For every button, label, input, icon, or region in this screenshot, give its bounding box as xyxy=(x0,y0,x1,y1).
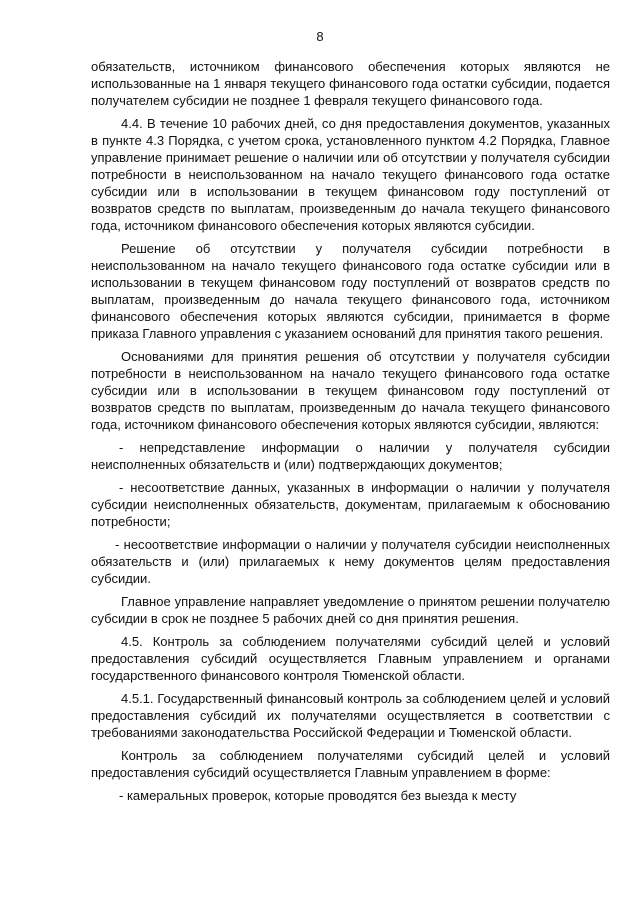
paragraph-4-4: 4.4. В течение 10 рабочих дней, со дня предоставления документов, указанных в пункте 4.3 Порядка, с учетом срока, установленного пунктом 4.2 Порядка, Главное управление принимает решение о наличии или об отсутствии у получателя субсидии потребности в неиспользованном на начало текущего финансового года остатке субсидии или в использовании в текущем финансовом году поступлений от возвратов средств по выплатам, произведенным до начала текущего финансового года, источником финансового обеспечения которых являются субсидии. xyxy=(91,116,610,233)
paragraph-control-forms: Контроль за соблюдением получателями субсидий целей и условий предоставления субсидий осуществляется Главным управлением в форме: xyxy=(91,748,610,780)
paragraph-grounds: Основаниями для принятия решения об отсутствии у получателя субсидии потребности в неиспользованном на начало текущего финансового года остатке субсидии или в использовании в текущем финансовом году поступлений от возвратов средств по выплатам, произведенным до начала текущего финансового года, источником финансового обеспечения которых являются субсидии, являются: xyxy=(91,349,610,432)
paragraph-4-5-1: 4.5.1. Государственный финансовый контроль за соблюдением целей и условий предоставления субсидий их получателями осуществляется в соответствии с требованиями законодательства Российской Федерации и Тюменской области. xyxy=(91,691,610,740)
list-item-info-mismatch: - несоответствие информации о наличии у получателя субсидии неисполненных обязательств и (или) прилагаемых к нему документов целям предоставления субсидии. xyxy=(91,537,610,586)
paragraph-4-5: 4.5. Контроль за соблюдением получателями субсидий целей и условий предоставления субсидий осуществляется Главным управлением и органами государственного финансового контроля Тюменской области. xyxy=(91,634,610,683)
list-item-data-mismatch: - несоответствие данных, указанных в информации о наличии у получателя субсидии неисполненных обязательств, документам, прилагаемым к обоснованию потребности; xyxy=(91,480,610,529)
paragraph-decision: Решение об отсутствии у получателя субсидии потребности в неиспользованном на начало текущего финансового года остатке субсидии или в использовании в текущем финансовом году поступлений от возвратов средств по выплатам, произведенным до начала текущего финансового года, источником финансового обеспечения которых являются субсидии, принимается в форме приказа Главного управления с указанием оснований для принятия такого решения. xyxy=(91,241,610,341)
document-body xyxy=(91,58,610,804)
paragraph-notification: Главное управление направляет уведомление о принятом решении получателю субсидии в срок не позднее 5 рабочих дней со дня принятия решения. xyxy=(91,594,610,626)
paragraph-continuation: обязательств, источником финансового обеспечения которых являются не использованные на 1 января текущего финансового года остатки субсидии, подается получателем субсидии не позднее 1 февраля текущего финансового года. xyxy=(91,59,610,108)
list-item-nonsubmission: - непредставление информации о наличии у получателя субсидии неисполненных обязательств и (или) подтверждающих документов; xyxy=(91,440,610,472)
page-number: 8 xyxy=(316,29,324,44)
list-item-desk-audits: - камеральных проверок, которые проводятся без выезда к месту xyxy=(119,788,517,803)
